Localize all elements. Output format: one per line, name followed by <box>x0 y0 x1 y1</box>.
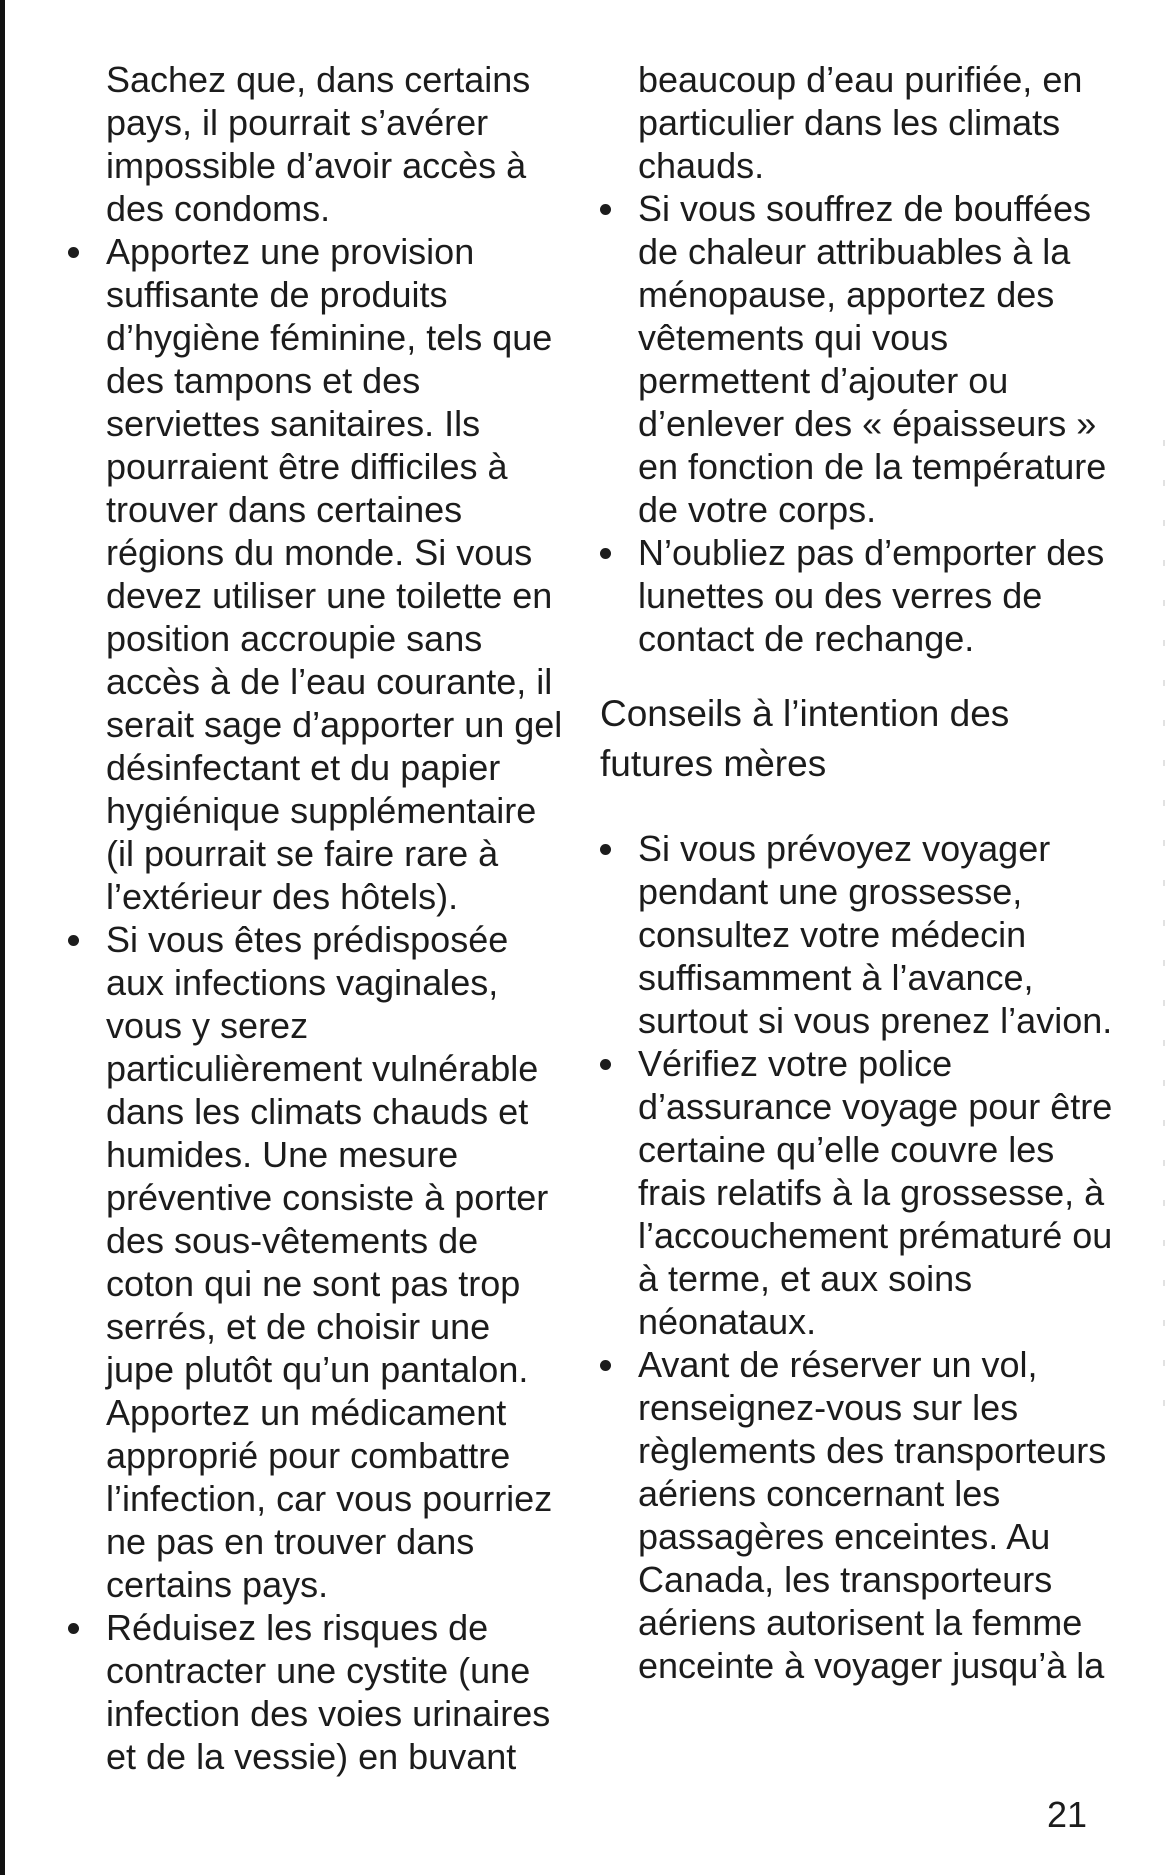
list-item-text: Si vous souffrez de bouffées de chaleur attribuables à la ménopause, apportez des vêtements qui vous permettent d’ajouter ou d’enlever des « épaisseurs » en fonction de la température de votre corps. <box>638 188 1107 530</box>
list-item-text: Apportez une provision suffisante de produits d’hygiène féminine, tels que des tampons et des serviettes sanitaires. Ils pourraient être difficiles à trouver dans certaines régions du monde. Si vous devez utiliser une toilette en position accroupie sans accès à de l’eau courante, il serait sage d’apporter un gel désinfectant et du papier hygiénique supplémentaire (il pourrait se faire rare à l’extérieur des hôtels). <box>106 231 563 917</box>
list-item <box>68 1606 568 1778</box>
list-item <box>68 230 568 918</box>
list-item <box>600 827 1120 1042</box>
list-item-text: Vérifiez votre police d’assurance voyage pour être certaine qu’elle couvre les frais relatifs à la grossesse, à l’accouchement prématuré ou à terme, et aux soins néonataux. <box>638 1043 1113 1342</box>
page-number: 21 <box>1046 1794 1087 1835</box>
intro-paragraph: Sachez que, dans certains pays, il pourrait s’avérer impossible d’avoir accès à des condoms. <box>106 59 531 229</box>
bullet-icon <box>600 1059 611 1070</box>
bullet-list-left <box>68 230 568 1778</box>
scan-artifact <box>1163 440 1165 1440</box>
bullet-icon <box>600 1360 611 1371</box>
list-item-text: N’oubliez pas d’emporter des lunettes ou des verres de contact de rechange. <box>638 532 1105 659</box>
bullet-icon <box>600 204 611 215</box>
bullet-list-right-top <box>600 187 1120 660</box>
list-item-text: Si vous prévoyez voyager pendant une grossesse, consultez votre médecin suffisamment à l’avance, surtout si vous prenez l’avion. <box>638 828 1113 1041</box>
list-item <box>600 1343 1120 1687</box>
section-heading: Conseils à l’intention des futures mères <box>600 693 1010 784</box>
bullet-icon <box>68 247 79 258</box>
bullet-icon <box>600 844 611 855</box>
bullet-icon <box>68 1623 79 1634</box>
page-edge <box>0 0 5 1875</box>
list-item <box>600 1042 1120 1343</box>
bullet-icon <box>68 935 79 946</box>
list-item <box>600 531 1120 660</box>
bullet-icon <box>600 548 611 559</box>
continuation-paragraph: beaucoup d’eau purifiée, en particulier dans les climats chauds. <box>638 59 1083 186</box>
list-item <box>600 187 1120 531</box>
list-item-text: Réduisez les risques de contracter une cystite (une infection des voies urinaires et de la vessie) en buvant <box>106 1607 551 1777</box>
list-item-text: Si vous êtes prédisposée aux infections vaginales, vous y serez particulièrement vulnérable dans les climats chauds et humides. Une mesure préventive consiste à porter des sous-vêtements de coton qui ne sont pas trop serrés, et de choisir une jupe plutôt qu’un pantalon. Apportez un médicament approprié pour combattre l’infection, car vous pourriez ne pas en trouver dans certains pays. <box>106 919 553 1605</box>
list-item <box>68 918 568 1606</box>
left-column <box>68 58 568 1778</box>
bullet-list-right-bottom <box>600 827 1120 1687</box>
right-column <box>600 58 1120 1687</box>
list-item-text: Avant de réserver un vol, renseignez-vous sur les règlements des transporteurs aériens concernant les passagères enceintes. Au Canada, les transporteurs aériens autorisent la femme enceinte à voyager jusqu’à la <box>638 1344 1107 1686</box>
